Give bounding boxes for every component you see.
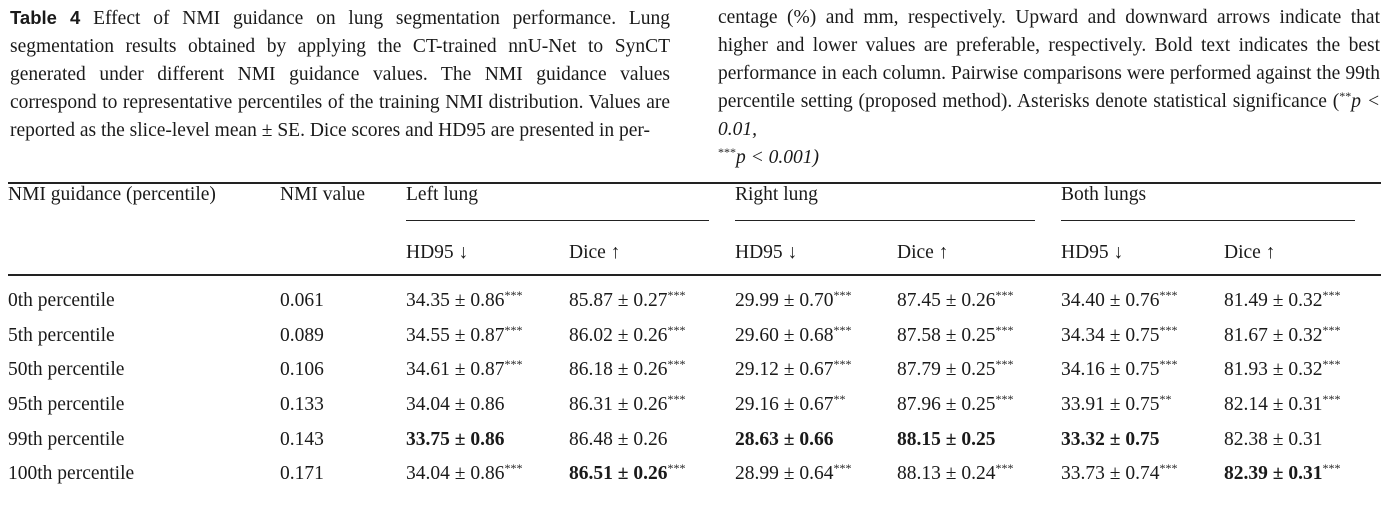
cell-right-hd95 [735, 388, 897, 423]
cell-value: 29.12 ± 0.67 [735, 359, 834, 381]
row-label: 100th percentile [8, 463, 135, 485]
significance-marker: *** [1159, 288, 1178, 303]
cell-both-hd95 [1061, 275, 1224, 319]
row-label: 50th percentile [8, 359, 125, 381]
caption-text-part1: Effect of NMI guidance on lung segmentation performance. Lung segmentation results obtained by applying the CT-trained nnU-Net to SynCT generated under different NMI guidance values. The NMI guidance values correspond to representative percentiles of the training NMI distribution. Values are reported as the slice-level mean ± SE. Dice scores and HD95 are presented in per- [10, 8, 671, 141]
cell-both-hd95 [1061, 388, 1224, 423]
cell-value: 81.67 ± 0.32 [1224, 324, 1323, 346]
cell-value: 28.63 ± 0.66 [735, 428, 834, 450]
significance-marker: ** [1159, 392, 1172, 407]
significance-marker: *** [1159, 322, 1178, 337]
cell-value: 82.38 ± 0.31 [1224, 428, 1323, 450]
cell-left-hd95 [406, 275, 569, 319]
cell-value: 86.51 ± 0.26 [569, 463, 668, 485]
cell-left-dice [569, 388, 735, 423]
cell-value: 34.55 ± 0.87 [406, 324, 505, 346]
significance-marker: *** [995, 392, 1014, 407]
header-both-hd95: HD95 ↓ [1061, 232, 1224, 275]
header-right-dice: Dice ↑ [897, 232, 1061, 275]
cell-value: 86.48 ± 0.26 [569, 428, 668, 450]
cell-right-hd95 [735, 275, 897, 319]
cell-right-dice [897, 319, 1061, 354]
row-label: 0th percentile [8, 290, 115, 312]
cell-left-dice [569, 422, 735, 457]
significance-p-0001: p < 0.001) [736, 147, 820, 168]
results-table [8, 182, 1381, 492]
cell-value: 34.35 ± 0.86 [406, 290, 505, 312]
significance-marker: *** [995, 461, 1014, 476]
significance-marker: *** [1322, 288, 1341, 303]
row-label: 95th percentile [8, 394, 125, 416]
cell-value: 82.39 ± 0.31 [1224, 463, 1323, 485]
significance-marker: *** [504, 322, 523, 337]
cell-both-hd95 [1061, 422, 1224, 457]
row-nmi-value: 0.106 [280, 359, 324, 381]
row-nmi-value: 0.089 [280, 324, 324, 346]
cell-value: 88.15 ± 0.25 [897, 428, 996, 450]
header-row-groups [8, 183, 1381, 232]
significance-marker: *** [995, 288, 1014, 303]
significance-marker: *** [667, 392, 686, 407]
significance-marker: *** [833, 322, 852, 337]
cell-left-dice [569, 353, 735, 388]
caption-label: Table 4 [10, 7, 81, 28]
row-label: 99th percentile [8, 428, 125, 450]
cell-value: 81.49 ± 0.32 [1224, 290, 1323, 312]
cell-right-dice [897, 422, 1061, 457]
row-nmi-value: 0.133 [280, 394, 324, 416]
significance-triple-star: *** [718, 145, 736, 159]
cell-value: 33.91 ± 0.75 [1061, 394, 1160, 416]
cell-value: 85.87 ± 0.27 [569, 290, 668, 312]
cell-value: 33.75 ± 0.86 [406, 428, 505, 450]
significance-marker: *** [995, 357, 1014, 372]
row-nmi-value: 0.061 [280, 290, 324, 312]
caption-text-part2: centage (%) and mm, respectively. Upward and downward arrows indicate that higher and lower values are preferable, respectively. Bold text indicates the best performance in each column. Pairwise comparisons were performed against the 99th percentile setting (proposed method). Asterisks denote statistical significance ( [718, 7, 1380, 112]
cell-value: 81.93 ± 0.32 [1224, 359, 1323, 381]
cell-value: 34.61 ± 0.87 [406, 359, 505, 381]
row-nmi-value: 0.143 [280, 428, 324, 450]
cell-value: 28.99 ± 0.64 [735, 463, 834, 485]
significance-marker: *** [667, 461, 686, 476]
header-left-hd95: HD95 ↓ [406, 232, 569, 275]
cell-value: 34.40 ± 0.76 [1061, 290, 1160, 312]
cell-value: 87.58 ± 0.25 [897, 324, 996, 346]
table-row [8, 275, 1381, 319]
significance-marker: *** [995, 322, 1014, 337]
header-right-lung: Right lung [735, 183, 1061, 232]
row-label: 5th percentile [8, 324, 115, 346]
cell-value: 34.04 ± 0.86 [406, 463, 505, 485]
header-both-dice: Dice ↑ [1224, 232, 1381, 275]
table-caption [10, 4, 1380, 172]
significance-marker: ** [833, 392, 846, 407]
cell-both-dice [1224, 422, 1381, 457]
cell-right-hd95 [735, 457, 897, 492]
cell-both-hd95 [1061, 457, 1224, 492]
significance-marker: *** [504, 288, 523, 303]
header-both-lungs: Both lungs [1061, 183, 1381, 232]
table-body [8, 275, 1381, 492]
cell-right-dice [897, 275, 1061, 319]
cell-both-dice [1224, 319, 1381, 354]
cell-left-dice [569, 275, 735, 319]
cell-left-hd95 [406, 353, 569, 388]
significance-marker: *** [1322, 322, 1341, 337]
significance-marker: *** [1159, 357, 1178, 372]
caption-column-left [10, 4, 670, 172]
cell-value: 29.60 ± 0.68 [735, 324, 834, 346]
significance-marker: *** [833, 357, 852, 372]
cell-value: 87.79 ± 0.25 [897, 359, 996, 381]
header-right-hd95: HD95 ↓ [735, 232, 897, 275]
cell-value: 86.31 ± 0.26 [569, 394, 668, 416]
significance-marker: *** [1322, 461, 1341, 476]
cell-left-hd95 [406, 457, 569, 492]
significance-p-001: p < 0.01, [718, 91, 1380, 140]
cell-value: 34.04 ± 0.86 [406, 394, 505, 416]
cell-right-dice [897, 388, 1061, 423]
cell-both-dice [1224, 353, 1381, 388]
cell-left-hd95 [406, 319, 569, 354]
row-nmi-value: 0.171 [280, 463, 324, 485]
cell-right-dice [897, 353, 1061, 388]
cell-both-dice [1224, 275, 1381, 319]
significance-marker: *** [667, 322, 686, 337]
significance-marker: *** [504, 357, 523, 372]
table-row [8, 457, 1381, 492]
header-nmi-value: NMI value [280, 184, 366, 205]
table-row [8, 319, 1381, 354]
cell-value: 34.34 ± 0.75 [1061, 324, 1160, 346]
cell-both-hd95 [1061, 353, 1224, 388]
cell-value: 29.99 ± 0.70 [735, 290, 834, 312]
table-row [8, 388, 1381, 423]
significance-marker: *** [833, 461, 852, 476]
significance-double-star: ** [1339, 89, 1352, 103]
cell-value: 87.45 ± 0.26 [897, 290, 996, 312]
cell-value: 86.02 ± 0.26 [569, 324, 668, 346]
header-left-lung: Left lung [406, 183, 735, 232]
cell-left-dice [569, 319, 735, 354]
significance-marker: *** [1322, 357, 1341, 372]
table-row [8, 353, 1381, 388]
cell-right-hd95 [735, 353, 897, 388]
cell-value: 33.73 ± 0.74 [1061, 463, 1160, 485]
cell-right-hd95 [735, 319, 897, 354]
cell-value: 34.16 ± 0.75 [1061, 359, 1160, 381]
significance-marker: *** [667, 288, 686, 303]
significance-marker: *** [1322, 392, 1341, 407]
cell-right-hd95 [735, 422, 897, 457]
significance-marker: *** [833, 288, 852, 303]
caption-column-right [718, 4, 1380, 172]
cell-right-dice [897, 457, 1061, 492]
table-row [8, 422, 1381, 457]
significance-marker: *** [1159, 461, 1178, 476]
cell-both-dice [1224, 388, 1381, 423]
significance-marker: *** [667, 357, 686, 372]
cell-left-dice [569, 457, 735, 492]
header-nmi-guidance: NMI guidance (percentile) [8, 184, 216, 205]
cell-value: 82.14 ± 0.31 [1224, 394, 1323, 416]
cell-both-dice [1224, 457, 1381, 492]
cell-value: 33.32 ± 0.75 [1061, 428, 1160, 450]
cell-left-hd95 [406, 422, 569, 457]
cell-value: 29.16 ± 0.67 [735, 394, 834, 416]
significance-marker: *** [504, 461, 523, 476]
header-left-dice: Dice ↑ [569, 232, 735, 275]
cell-value: 87.96 ± 0.25 [897, 394, 996, 416]
header-row-metrics [8, 232, 1381, 275]
cell-value: 86.18 ± 0.26 [569, 359, 668, 381]
cell-left-hd95 [406, 388, 569, 423]
cell-both-hd95 [1061, 319, 1224, 354]
cell-value: 88.13 ± 0.24 [897, 463, 996, 485]
